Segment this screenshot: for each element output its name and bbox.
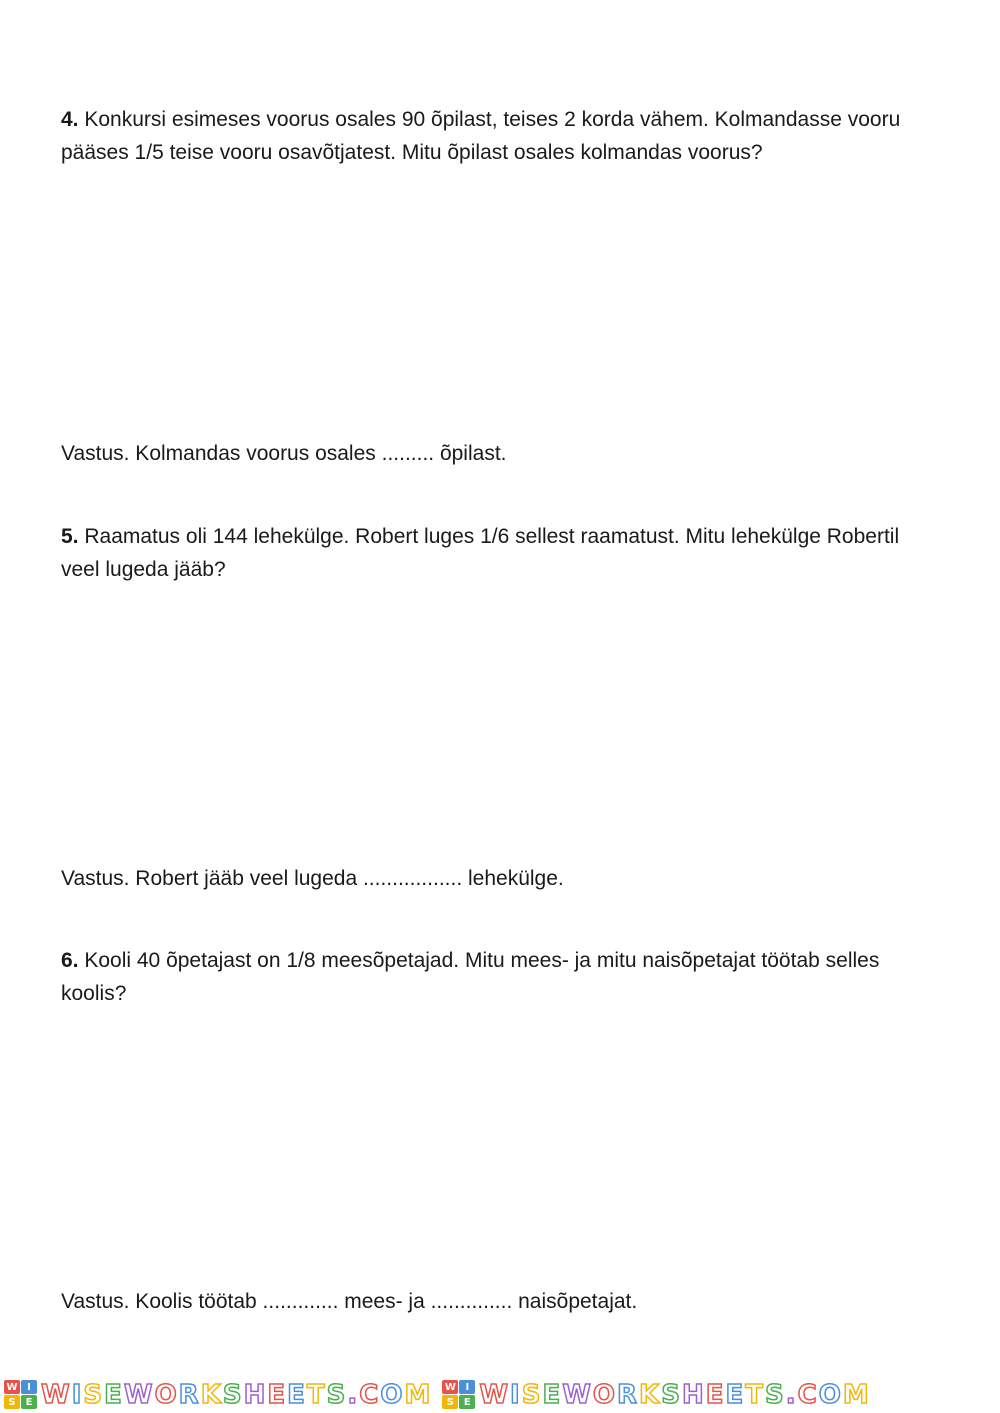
watermark-group [438,1378,870,1412]
watermark-text: WISEWORKSHEETS.COM [479,1379,871,1410]
problem-6-body: Kooli 40 õpetajast on 1/8 meesõpetajad. Mitu mees- ja mitu naisõpetajat töötab selles koolis? [61,949,880,1005]
problem-4-text [61,103,941,169]
problem-6-text [61,944,941,1010]
watermark-banner [0,1376,1000,1413]
problem-5-text [61,520,941,586]
problem-5-body: Raamatus oli 144 lehekülge. Robert luges 1/6 sellest raamatust. Mitu lehekülge Robertil veel lugeda jääb? [61,525,900,581]
problem-4-answer: Vastus. Kolmandas voorus osales ......... õpilast. [61,442,507,465]
watermark-logo-icon: W I S E [4,1380,37,1409]
problem-6-number: 6. [61,949,79,972]
problem-5-number: 5. [61,525,79,548]
problem-5-answer: Vastus. Robert jääb veel lugeda ................. lehekülge. [61,867,564,890]
watermark-group [0,1378,432,1412]
watermark-text: WISEWORKSHEETS.COM [41,1379,433,1410]
watermark-logo-icon: W I S E [442,1380,475,1409]
problem-6-answer: Vastus. Koolis töötab ............. mees- ja .............. naisõpetajat. [61,1290,638,1313]
problem-4-body: Konkursi esimeses voorus osales 90 õpilast, teises 2 korda vähem. Kolmandasse vooru pääses 1/5 teise vooru osavõtjatest. Mitu õpilast osales kolmandas voorus? [61,108,901,164]
problem-4-number: 4. [61,108,79,131]
